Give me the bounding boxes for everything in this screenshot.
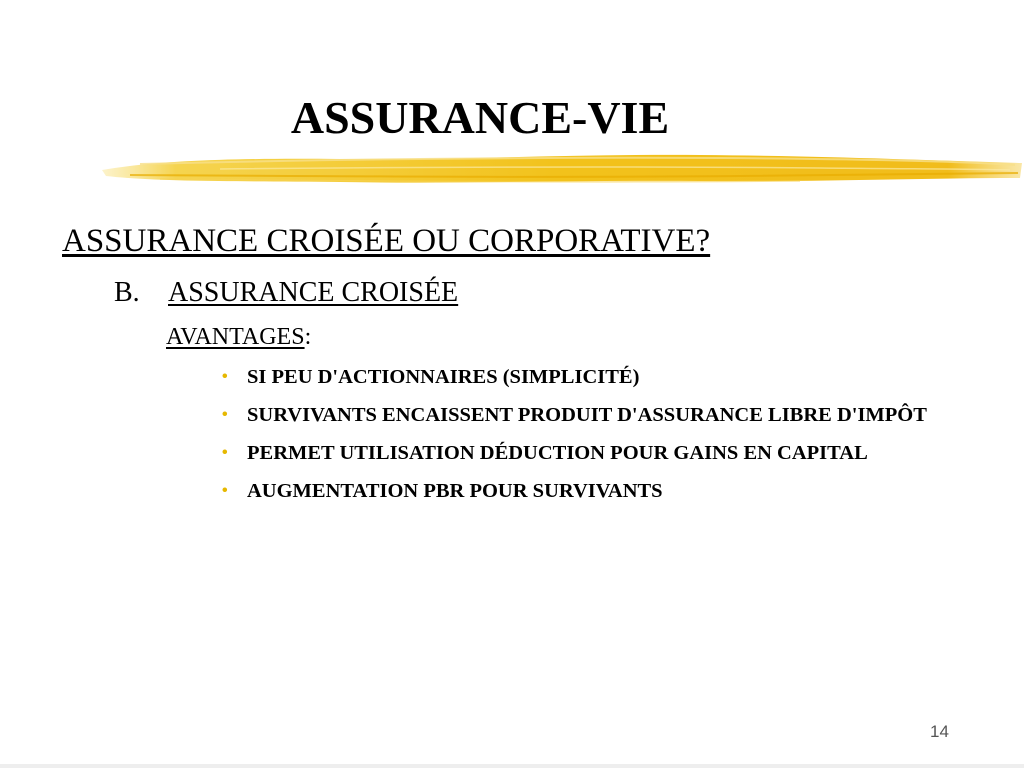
list-item xyxy=(222,362,942,392)
bullet-icon: • xyxy=(222,368,228,385)
page-number: 14 xyxy=(930,722,949,741)
subsection-letter: B. xyxy=(114,277,140,308)
list-item xyxy=(222,438,942,468)
bullet-icon: • xyxy=(222,406,228,423)
list-item xyxy=(222,476,942,506)
bullet-icon: • xyxy=(222,482,228,499)
subsection-label: ASSURANCE CROISÉE xyxy=(168,277,459,308)
list-item-text: SURVIVANTS ENCAISSENT PRODUIT D'ASSURANCE LIBRE D'IMPÔT xyxy=(247,404,927,426)
subsection-heading xyxy=(114,276,458,310)
yellow-brush-stroke xyxy=(100,148,1024,190)
list-item-text: PERMET UTILISATION DÉDUCTION POUR GAINS EN CAPITAL xyxy=(247,442,868,464)
list-item-text: AUGMENTATION PBR POUR SURVIVANTS xyxy=(247,480,663,502)
list-item-text: SI PEU D'ACTIONNAIRES (SIMPLICITÉ) xyxy=(247,366,640,388)
slide-title: ASSURANCE-VIE xyxy=(290,92,670,143)
advantages-word: AVANTAGES xyxy=(166,324,305,350)
section-heading: ASSURANCE CROISÉE OU CORPORATIVE? xyxy=(62,223,711,259)
bullet-icon: • xyxy=(222,444,228,461)
list-item xyxy=(222,400,942,430)
advantages-label xyxy=(166,322,311,352)
advantages-colon: : xyxy=(304,324,312,350)
advantages-list xyxy=(222,362,942,514)
bottom-divider xyxy=(0,764,1024,768)
